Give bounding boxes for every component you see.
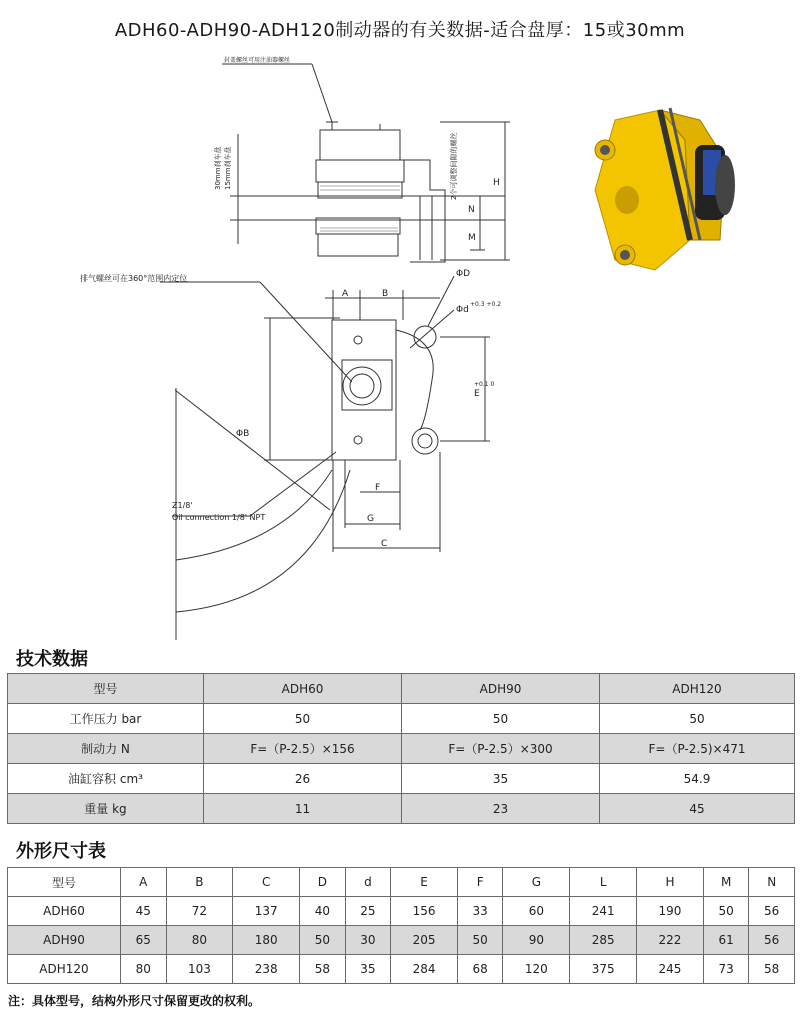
page-title: ADH60-ADH90-ADH120制动器的有关数据-适合盘厚：15或30mm bbox=[114, 20, 686, 41]
cell: 50 bbox=[300, 926, 346, 955]
tech-heading: 技术数据 bbox=[16, 649, 88, 670]
dim-d-tol: +0.3 +0.2 bbox=[470, 301, 502, 308]
cell: 190 bbox=[637, 897, 704, 926]
cell: 60 bbox=[503, 897, 570, 926]
row-label: ADH90 bbox=[8, 926, 121, 955]
cell: 58 bbox=[749, 955, 795, 984]
table-row bbox=[8, 764, 795, 794]
cell: 205 bbox=[391, 926, 458, 955]
cell: 68 bbox=[457, 955, 503, 984]
row-label: 重量 kg bbox=[8, 794, 204, 824]
cell: 25 bbox=[345, 897, 391, 926]
footnote: 注：具体型号，结构外形尺寸保留更改的权利。 bbox=[8, 994, 261, 1008]
tech-header-adh90: ADH90 bbox=[402, 674, 600, 704]
table-row bbox=[8, 794, 795, 824]
table-row bbox=[8, 897, 795, 926]
cell: 245 bbox=[637, 955, 704, 984]
cell: 35 bbox=[402, 764, 600, 794]
dim-G: G bbox=[367, 514, 374, 524]
label-bleed: 排气螺丝可在360°范围内定位 bbox=[80, 274, 188, 283]
cell: 54.9 bbox=[600, 764, 795, 794]
cell: 137 bbox=[233, 897, 300, 926]
row-label: 制动力 N bbox=[8, 734, 204, 764]
dims-heading: 外形尺寸表 bbox=[16, 841, 106, 862]
cell: 65 bbox=[121, 926, 167, 955]
cell: 103 bbox=[166, 955, 233, 984]
cell: 284 bbox=[391, 955, 458, 984]
cell: 35 bbox=[345, 955, 391, 984]
table-row bbox=[8, 734, 795, 764]
dims-table bbox=[7, 867, 795, 984]
dim-E: E bbox=[474, 389, 480, 399]
dims-header-model: 型号 bbox=[8, 868, 121, 897]
dim-phiB: ΦB bbox=[236, 429, 250, 439]
dims-header-f: F bbox=[457, 868, 503, 897]
cell: 23 bbox=[402, 794, 600, 824]
cell: 222 bbox=[637, 926, 704, 955]
dim-E-tol: +0.1 0 bbox=[474, 381, 495, 388]
dim-d: Φd bbox=[456, 305, 469, 315]
dims-header-b: B bbox=[166, 868, 233, 897]
label-vertical-right: 2个可调整间隙的螺丝 bbox=[450, 132, 458, 200]
cell: 30 bbox=[345, 926, 391, 955]
technical-drawing bbox=[0, 50, 520, 640]
cell: 241 bbox=[570, 897, 637, 926]
row-label: ADH60 bbox=[8, 897, 121, 926]
dims-header-n: N bbox=[749, 868, 795, 897]
cell: 72 bbox=[166, 897, 233, 926]
dim-F: F bbox=[375, 483, 381, 493]
cell: 45 bbox=[121, 897, 167, 926]
dims-header-h: H bbox=[637, 868, 704, 897]
table-row bbox=[8, 704, 795, 734]
tech-header-model: 型号 bbox=[8, 674, 204, 704]
row-label: 油缸容积 cm³ bbox=[8, 764, 204, 794]
cell: 285 bbox=[570, 926, 637, 955]
cell: 73 bbox=[703, 955, 749, 984]
dims-header-c: C bbox=[233, 868, 300, 897]
dims-header-e: E bbox=[391, 868, 458, 897]
dims-header-a: A bbox=[121, 868, 167, 897]
label-top: 封盖螺丝可用注油器螺丝 bbox=[224, 57, 291, 64]
label-z: Z1/8' bbox=[172, 501, 193, 510]
cell: 156 bbox=[391, 897, 458, 926]
label-oil: Oil connection 1/8' NPT bbox=[172, 513, 266, 522]
dim-M: M bbox=[468, 233, 476, 243]
label-vertical-left-2: 15mm刹车盘 bbox=[224, 146, 232, 190]
cell: 61 bbox=[703, 926, 749, 955]
cell: 50 bbox=[402, 704, 600, 734]
dims-header-m: M bbox=[703, 868, 749, 897]
cell: 11 bbox=[204, 794, 402, 824]
dims-header-d: D bbox=[300, 868, 346, 897]
row-label: ADH120 bbox=[8, 955, 121, 984]
cell: 50 bbox=[600, 704, 795, 734]
dims-header-l: L bbox=[570, 868, 637, 897]
cell: 90 bbox=[503, 926, 570, 955]
cell: 45 bbox=[600, 794, 795, 824]
cell: F=（P-2.5)×471 bbox=[600, 734, 795, 764]
cell: 33 bbox=[457, 897, 503, 926]
dim-B: B bbox=[382, 289, 389, 299]
cell: 50 bbox=[204, 704, 402, 734]
dim-A: A bbox=[342, 289, 349, 299]
cell: F=（P-2.5）×156 bbox=[204, 734, 402, 764]
tech-table bbox=[7, 673, 795, 824]
dim-H: H bbox=[493, 178, 500, 188]
cell: 80 bbox=[121, 955, 167, 984]
cell: F=（P-2.5）×300 bbox=[402, 734, 600, 764]
dims-header-d: d bbox=[345, 868, 391, 897]
brake-caliper-photo bbox=[575, 100, 745, 280]
cell: 238 bbox=[233, 955, 300, 984]
dim-C: C bbox=[381, 539, 388, 549]
cell: 40 bbox=[300, 897, 346, 926]
cell: 56 bbox=[749, 926, 795, 955]
dims-header-row bbox=[8, 868, 795, 897]
table-row bbox=[8, 955, 795, 984]
dim-phiD: ΦD bbox=[456, 269, 471, 279]
cell: 375 bbox=[570, 955, 637, 984]
cell: 50 bbox=[457, 926, 503, 955]
table-row bbox=[8, 926, 795, 955]
tech-header-adh60: ADH60 bbox=[204, 674, 402, 704]
row-label: 工作压力 bar bbox=[8, 704, 204, 734]
label-vertical-left-1: 30mm刹车盘 bbox=[214, 146, 222, 190]
cell: 50 bbox=[703, 897, 749, 926]
dim-N: N bbox=[468, 205, 475, 215]
cell: 80 bbox=[166, 926, 233, 955]
tech-header-adh120: ADH120 bbox=[600, 674, 795, 704]
cell: 26 bbox=[204, 764, 402, 794]
dims-header-g: G bbox=[503, 868, 570, 897]
cell: 180 bbox=[233, 926, 300, 955]
cell: 120 bbox=[503, 955, 570, 984]
cell: 58 bbox=[300, 955, 346, 984]
cell: 56 bbox=[749, 897, 795, 926]
